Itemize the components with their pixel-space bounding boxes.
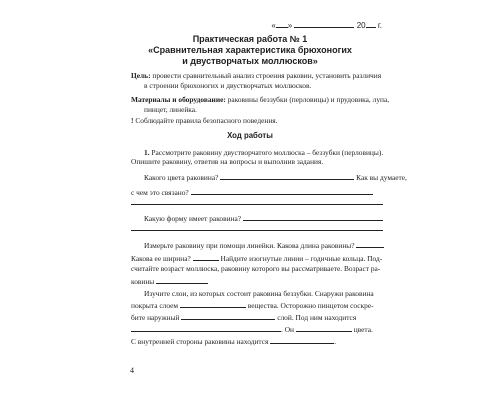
layers-instruction-text: Изучите слои, из которых состоит раковина беззубки. Снаружи раковина [144, 289, 374, 298]
age-answer-field[interactable] [156, 276, 208, 284]
scrape-layer-text: бите наружный [131, 313, 180, 322]
width-answer-field[interactable] [193, 253, 219, 261]
safety-text: Соблюдайте правила безопасного поведения. [133, 116, 278, 125]
title-line-3: и двустворчатых моллюсков» [182, 56, 318, 66]
question-color-text: Какого цвета раковина? [144, 173, 219, 182]
shape-answer-field[interactable] [243, 213, 383, 221]
materials-text-1: раковины беззубки (перловицы) и прудовика, лупа, [225, 95, 390, 104]
under-layer-field[interactable] [131, 324, 281, 332]
date-line [271, 20, 382, 30]
task-text-1: Рассмотрите раковину двустворчатого моллюска – беззубки (перловицы). [149, 148, 384, 157]
outer-layer-text: покрыта слоем [131, 301, 179, 310]
inner-layer-text: С внутренней стороны раковины находится [131, 337, 269, 346]
question-reason [131, 187, 373, 198]
inner-layer-period: . [334, 337, 337, 346]
section-heading: Ход работы [227, 131, 273, 140]
month-blank[interactable] [294, 20, 354, 28]
question-outer-layer [131, 300, 374, 311]
question-length-text: Измерьте раковину при помощи линейки. Какова длина раковины? [144, 241, 355, 250]
question-under-layer [131, 312, 356, 323]
scraped-layer-field[interactable] [181, 312, 275, 320]
materials-label: Материалы и оборудование: [131, 95, 226, 104]
materials-text-2: пинцет, линейка. [144, 105, 197, 114]
rings-instruction-text: Найдите изогнутые линии – годичные кольца. Под- [220, 254, 383, 263]
task-text-2: Опишите раковину, ответив на вопросы и выполнив задания. [131, 157, 324, 166]
answer-line[interactable] [131, 204, 383, 205]
task-number: 1. [144, 148, 150, 157]
answer-line[interactable] [131, 230, 383, 231]
age-instruction-text: считайте возраст моллюска, раковину которого вы рассматриваете. Возраст ра- [131, 264, 381, 273]
question-age [131, 276, 208, 287]
year-suffix: г. [377, 21, 382, 30]
date-open-quote: « [271, 21, 276, 30]
title-line-2: «Сравнительная характеристика брюхоногих [148, 45, 352, 55]
scrape-instruction-text: вещества. Осторожно пинцетом соскре- [247, 301, 374, 310]
color-answer-field[interactable] [220, 172, 354, 180]
question-age-text: ковины [131, 277, 155, 286]
reason-answer-field[interactable] [191, 187, 373, 195]
layer-color-field[interactable] [296, 324, 352, 332]
year-prefix: 20 [356, 21, 366, 30]
question-layer-color [131, 324, 373, 335]
question-shape [144, 213, 383, 224]
materials-line-1 [131, 95, 389, 105]
goal-line-1 [131, 71, 381, 81]
goal-text-1: провести сравнительный анализ строения раковин, установить различия [150, 71, 382, 80]
question-why-text: Как вы думаете, [356, 173, 407, 182]
under-layer-text: слой. Под ним находится [277, 313, 357, 322]
question-length [144, 240, 384, 251]
outer-layer-field[interactable] [180, 300, 246, 308]
safety-icon: ! [131, 116, 134, 125]
title-line-1: Практическая работа № 1 [192, 34, 308, 44]
page-number: 4 [130, 366, 134, 375]
work-title [0, 34, 500, 67]
inner-layer-field[interactable] [270, 336, 337, 346]
question-reason-text: с чем это связано? [131, 188, 189, 197]
safety-line [131, 116, 278, 126]
length-answer-field[interactable] [356, 240, 384, 248]
layer-it-text: . Он [281, 325, 294, 334]
question-shape-text: Какую форму имеет раковина? [144, 214, 242, 223]
question-color [144, 172, 407, 183]
goal-label: Цель: [131, 71, 151, 80]
question-width [131, 253, 382, 264]
date-close-quote: » [287, 21, 293, 30]
goal-text-2: в строении брюхоногих и двустворчатых моллюсков. [144, 81, 312, 90]
year-blank[interactable] [366, 20, 376, 28]
day-blank[interactable] [276, 20, 288, 28]
question-width-text: Какова ее ширина? [131, 254, 191, 263]
question-inner-layer [131, 336, 336, 347]
color-word-text: цвета. [353, 325, 373, 334]
